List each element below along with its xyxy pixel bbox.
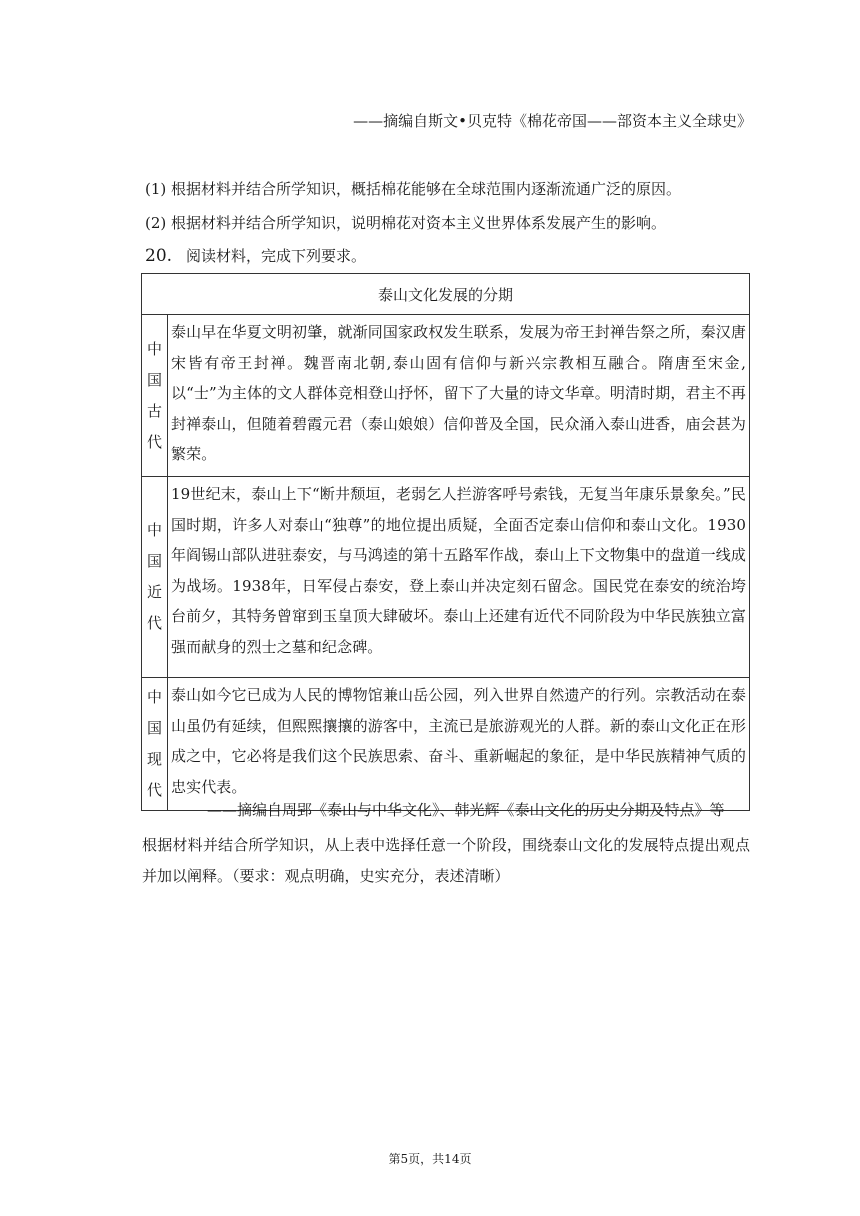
source-citation-bottom: ——摘编自周郢《泰山与中华文化》、韩光辉《泰山文化的历史分期及特点》等: [207, 801, 725, 819]
page-number: 第5页，共14页: [388, 1152, 472, 1166]
question-1: (1) 根据材料并结合所学知识，概括棉花能够在全球范围内逐渐流通广泛的原因。: [145, 180, 682, 198]
table-header-row: [142, 274, 750, 315]
period-label: 中 国 古 代: [142, 315, 168, 477]
table-row: [142, 315, 750, 477]
period-label: 中 国 近 代: [142, 477, 168, 678]
question-prompt: 阅读材料，完成下列要求。: [186, 247, 367, 265]
source-citation-top: ——摘编自斯文•贝克特《棉花帝国——部资本主义全球史》: [353, 112, 752, 130]
question-2: (2) 根据材料并结合所学知识，说明棉花对资本主义世界体系发展产生的影响。: [145, 214, 667, 232]
question-20-header: [145, 246, 366, 266]
task-instruction: 根据材料并结合所学知识，从上表中选择任意一个阶段，围绕泰山文化的发展特点提出观点并加以阐释。（要求：观点明确，史实充分，表述清晰）: [142, 836, 750, 885]
period-label: 中 国 现 代: [142, 678, 168, 811]
table-row: [142, 678, 750, 811]
table-title: 泰山文化发展的分期: [142, 274, 750, 315]
period-description: 19世纪末，泰山上下“断井颓垣，老弱乞人拦游客呼号索钱，无复当年康乐景象矣。”民国时期，许多人对泰山“独尊”的地位提出质疑，全面否定泰山信仰和泰山文化。1930年阎锡山部队进驻泰安，与马鸿逵的第十五路军作战，泰山上下文物集中的盘道一线成为战场。1938年，日军侵占泰安，登上泰山并决定刻石留念。国民党在泰安的统治垮台前夕，其特务曾窜到玉皇顶大肆破坏。泰山上还建有近代不同阶段为中华民族独立富强而献身的烈士之墓和纪念碑。: [168, 477, 750, 678]
culture-periods-table: [141, 273, 750, 811]
period-description: 泰山如今它已成为人民的博物馆兼山岳公园，列入世界自然遗产的行列。宗教活动在泰山虽仍有延续，但熙熙攘攘的游客中，主流已是旅游观光的人群。新的泰山文化正在形成之中，它必将是我们这个民族思索、奋斗、重新崛起的象征，是中华民族精神气质的忠实代表。: [168, 678, 750, 811]
table-row: [142, 477, 750, 678]
period-description: 泰山早在华夏文明初肇，就渐同国家政权发生联系，发展为帝王封禅告祭之所，秦汉唐宋皆有帝王封禅。魏晋南北朝,泰山固有信仰与新兴宗教相互融合。隋唐至宋金,以“士”为主体的文人群体竞相登山抒怀，留下了大量的诗文华章。明清时期，君主不再封禅泰山，但随着碧霞元君（泰山娘娘）信仰普及全国，民众涌入泰山进香，庙会甚为繁荣。: [168, 315, 750, 477]
question-number: 20.: [145, 246, 173, 266]
